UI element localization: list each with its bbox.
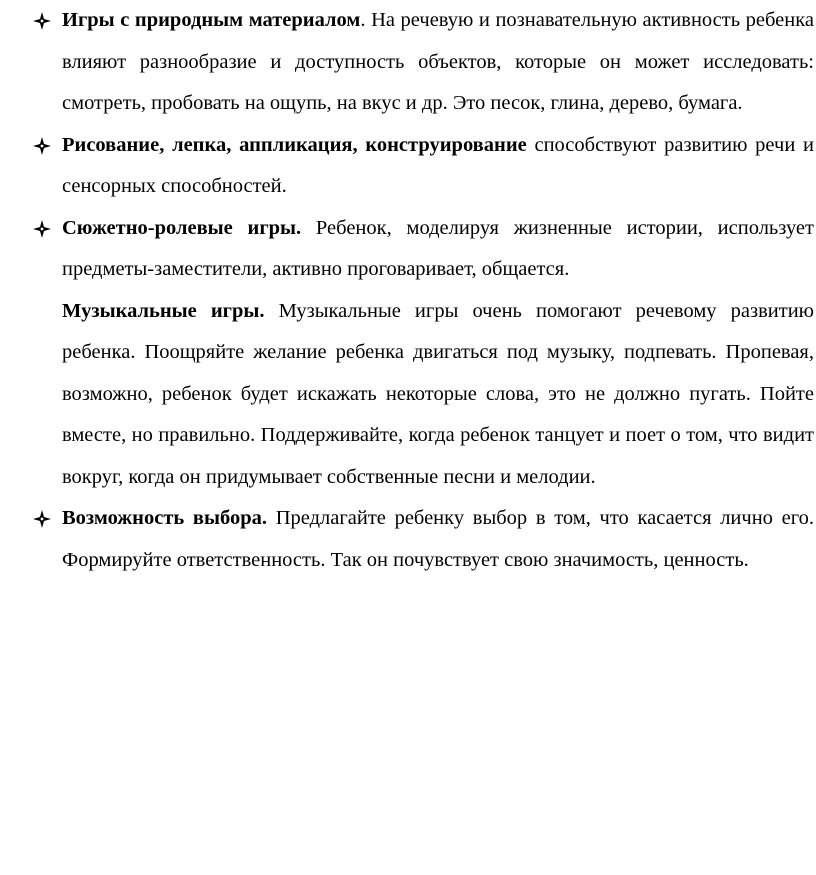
- item-text: Предлагайте ребенку выбор в том, что касается лично его. Формируйте ответственность. Так он почувствует свою значимость, ценность.: [62, 507, 814, 571]
- item-text: Ребенок, моделируя жизненные истории, использует предметы-заместители, активно проговаривает, общается.: [62, 216, 814, 280]
- diamond-bullet-icon: [33, 137, 51, 155]
- item-text: . На речевую и познавательную активность ребенка влияют разнообразие и доступность объектов, которые он может исследовать: смотреть, пробовать на ощупь, на вкус и др. Это песок, глина, дерево, бумага.: [62, 9, 814, 114]
- item-title: Музыкальные игры.: [62, 299, 265, 322]
- diamond-bullet-icon: [33, 12, 51, 30]
- item-title: Рисование, лепка, аппликация, конструирование: [62, 133, 527, 156]
- item-title: Игры с природным материалом: [62, 9, 361, 31]
- list-item-role-play: [0, 208, 816, 291]
- item-text: способствуют развитию речи и сенсорных способностей.: [62, 133, 814, 197]
- list-item-natural-materials: [0, 0, 816, 125]
- list-item-choice: [0, 498, 816, 581]
- diamond-bullet-icon: [33, 510, 51, 528]
- list-item-music-games: [0, 291, 816, 499]
- item-title: Сюжетно-ролевые игры.: [62, 216, 302, 239]
- item-text: Музыкальные игры очень помогают речевому развитию ребенка. Поощряйте желание ребенка двигаться под музыку, подпевать. Пропевая, возможно, ребенок будет искажать некоторые слова, это не должно пугать. Пойте вместе, но правильно. Поддерживайте, когда ребенок танцует и поет о том, что видит вокруг, когда он придумывает собственные песни и мелодии.: [62, 299, 814, 488]
- item-title: Возможность выбора.: [62, 507, 268, 529]
- list-item-drawing: [0, 125, 816, 208]
- diamond-bullet-icon: [33, 220, 51, 238]
